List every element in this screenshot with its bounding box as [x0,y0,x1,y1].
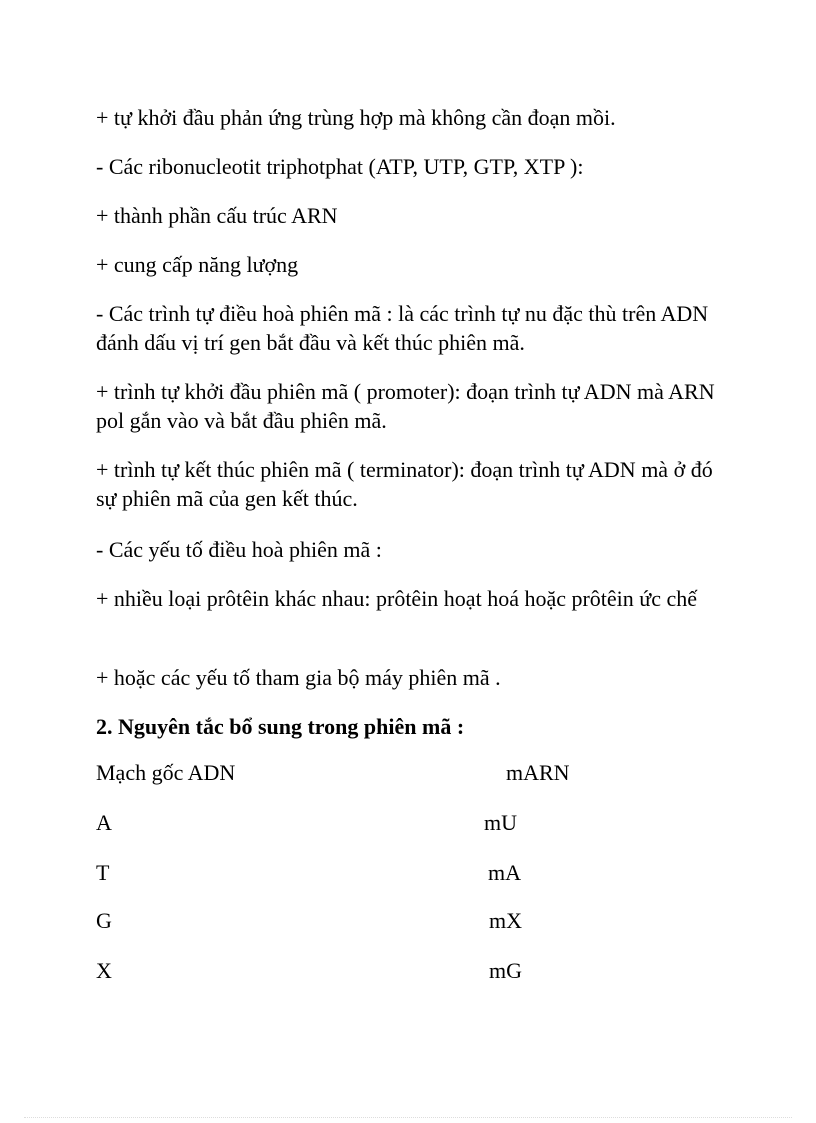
paragraph-promoter: + trình tự khởi đầu phiên mã ( promoter): đoạn trình tự ADN mà ARN pol gắn vào và bắt đầu phiên mã. [96,379,715,433]
paragraph-ribonucleotides: - Các ribonucleotit triphotphat (ATP, UTP, GTP, XTP ): [96,154,584,179]
section-heading: 2. Nguyên tắc bổ sung trong phiên mã : [96,714,465,739]
paragraph-regulatory-factors: - Các yếu tố điều hoà phiên mã : [96,537,382,562]
paragraph-proteins: + nhiều loại prôtêin khác nhau: prôtêin hoạt hoá hoặc prôtêin ức chế [96,586,698,611]
table-cell-marn: mG [489,958,522,983]
table-row [96,858,696,888]
paragraph-terminator: + trình tự kết thúc phiên mã ( terminator): đoạn trình tự ADN mà ở đó sự phiên mã của gen kết thúc. [96,457,713,511]
table-cell-dna: X [96,958,112,983]
table-cell-marn: mU [484,810,517,835]
table-cell-dna: A [96,810,112,835]
paragraph-arn-structure: + thành phần cấu trúc ARN [96,203,338,228]
paragraph-energy: + cung cấp năng lượng [96,252,299,277]
table-row [96,956,696,986]
table-cell-dna: G [96,908,112,933]
table-cell-dna: T [96,860,110,885]
table-row [96,808,696,838]
table-cell-marn: mA [488,860,521,885]
table-header-row [96,758,696,788]
header-marn: mARN [506,760,570,785]
table-row [96,906,696,936]
table-cell-marn: mX [489,908,522,933]
header-template-strand: Mạch gốc ADN [96,760,236,785]
paragraph-self-initiation: + tự khởi đầu phản ứng trùng hợp mà không cần đoạn mồi. [96,105,616,130]
paragraph-transcription-machinery: + hoặc các yếu tố tham gia bộ máy phiên mã . [96,665,501,690]
page-bottom-divider [24,1117,792,1118]
paragraph-regulatory-sequences: - Các trình tự điều hoà phiên mã : là các trình tự nu đặc thù trên ADN đánh dấu vị trí gen bắt đầu và kết thúc phiên mã. [96,301,709,355]
